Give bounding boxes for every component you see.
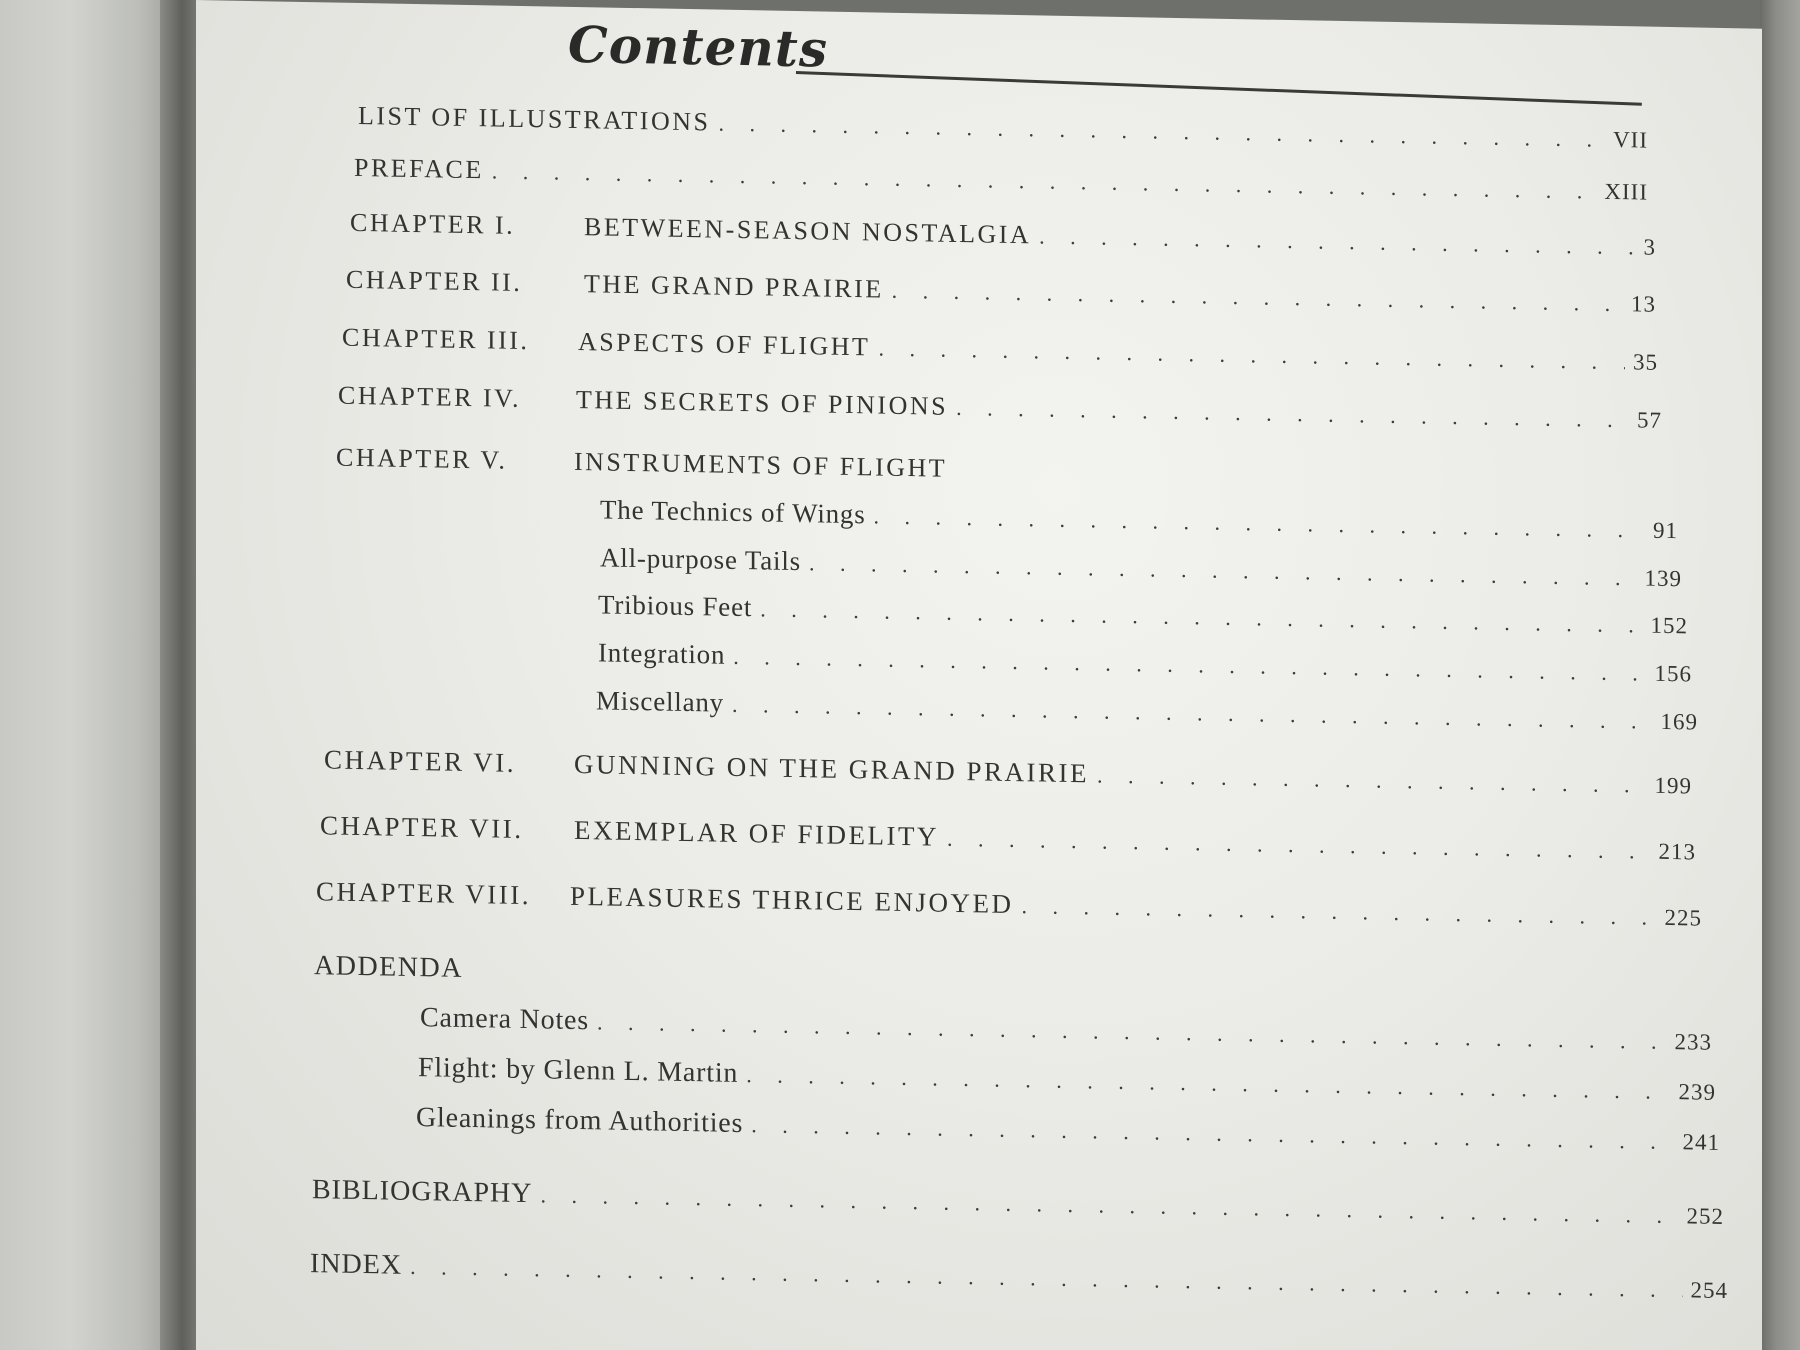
section-title: All-purpose Tails <box>600 542 801 577</box>
toc-entry-chapter-2[interactable] <box>346 265 1656 319</box>
dot-leader <box>760 596 1642 638</box>
toc-entry-addenda[interactable] <box>314 950 714 989</box>
page-title: Contents <box>568 14 829 79</box>
toc-entry-chapter-4[interactable] <box>338 381 1662 435</box>
dot-leader <box>540 1182 1678 1229</box>
chapter-label: CHAPTER V. <box>336 442 508 475</box>
contents-page <box>196 0 1762 1350</box>
page-number: 225 <box>1664 904 1702 931</box>
addenda-item-title: Flight: by Glenn L. Martin <box>418 1052 739 1089</box>
page-number: 199 <box>1654 772 1692 799</box>
section-title: Miscellany <box>596 685 724 718</box>
gutter-shadow <box>160 0 200 1350</box>
chapter-title: BETWEEN-SEASON NOSTALGIA <box>584 212 1032 250</box>
toc-section-tribious-feet[interactable] <box>598 589 1688 640</box>
toc-section-all-purpose-tails[interactable] <box>600 542 1682 593</box>
toc-addenda-camera-notes[interactable] <box>420 1002 1712 1058</box>
chapter-title: PLEASURES THRICE ENJOYED <box>570 880 1014 919</box>
chapter-title: INSTRUMENTS OF FLIGHT <box>574 446 948 483</box>
entry-title: PREFACE <box>354 152 484 185</box>
dot-leader <box>732 692 1653 735</box>
toc-entry-chapter-3[interactable] <box>342 323 1658 377</box>
toc-section-integration[interactable] <box>598 637 1692 688</box>
dot-leader <box>1022 893 1657 931</box>
dot-leader <box>746 1062 1670 1105</box>
chapter-label: CHAPTER VII. <box>320 810 524 845</box>
dot-leader <box>874 503 1645 543</box>
page-number: 3 <box>1643 234 1656 260</box>
page-number: 139 <box>1644 565 1682 592</box>
dot-leader <box>892 278 1623 317</box>
chapter-title: THE SECRETS OF PINIONS <box>576 384 949 421</box>
toc-entry-index[interactable] <box>310 1248 1728 1306</box>
toc-entry-chapter-1[interactable] <box>350 208 1656 262</box>
toc-entry-bibliography[interactable] <box>312 1174 1724 1232</box>
dot-leader <box>718 111 1605 153</box>
chapter-label: CHAPTER VI. <box>324 744 517 778</box>
section-title: Integration <box>598 637 726 670</box>
page-number: 91 <box>1653 517 1678 544</box>
page-number: 254 <box>1690 1277 1728 1304</box>
page-number: 252 <box>1686 1203 1724 1230</box>
chapter-label: CHAPTER II. <box>346 264 523 297</box>
toc-addenda-flight-glenn-martin[interactable] <box>418 1052 1716 1108</box>
dot-leader <box>956 395 1629 433</box>
dot-leader <box>492 158 1597 204</box>
page-number: VII <box>1613 126 1648 153</box>
page-number: 35 <box>1633 349 1658 375</box>
page-number: 169 <box>1660 708 1698 735</box>
contents-heading <box>568 15 1642 115</box>
page-number: 152 <box>1650 612 1688 639</box>
chapter-label: CHAPTER IV. <box>338 380 522 413</box>
right-cover-edge <box>1760 0 1800 1350</box>
addenda-title: ADDENDA <box>314 950 463 984</box>
entry-title: BIBLIOGRAPHY <box>312 1174 533 1210</box>
chapter-label: CHAPTER I. <box>350 207 516 240</box>
addenda-item-title: Camera Notes <box>420 1002 589 1037</box>
page-number: 57 <box>1637 407 1662 433</box>
toc-section-technics-of-wings[interactable] <box>600 494 1678 545</box>
entry-title: LIST OF ILLUSTRATIONS <box>358 100 711 137</box>
chapter-title: ASPECTS OF FLIGHT <box>578 327 871 362</box>
section-title: Tribious Feet <box>598 589 753 623</box>
left-cover-board <box>0 0 175 1350</box>
page-number: XIII <box>1604 178 1648 205</box>
addenda-item-title: Gleanings from Authorities <box>416 1102 744 1140</box>
page-number: 239 <box>1678 1079 1716 1105</box>
page-number: 156 <box>1654 660 1692 687</box>
dot-leader <box>410 1254 1682 1303</box>
dot-leader <box>1097 763 1647 799</box>
entry-title: INDEX <box>310 1248 403 1281</box>
dot-leader <box>878 336 1625 376</box>
dot-leader <box>751 1112 1674 1155</box>
dot-leader <box>733 644 1646 687</box>
chapter-label: CHAPTER III. <box>342 322 530 356</box>
chapter-title: EXEMPLAR OF FIDELITY <box>574 814 939 852</box>
toc-addenda-gleanings[interactable] <box>416 1102 1720 1158</box>
chapter-title: GUNNING ON THE GRAND PRAIRIE <box>574 748 1089 789</box>
dot-leader <box>809 550 1637 591</box>
section-title: The Technics of Wings <box>600 494 866 530</box>
dot-leader <box>597 1009 1667 1055</box>
page-number: 241 <box>1682 1129 1720 1155</box>
dot-leader <box>947 826 1651 865</box>
chapter-title: THE GRAND PRAIRIE <box>584 269 884 304</box>
toc-entry-preface[interactable] <box>354 153 1648 207</box>
heading-rule <box>796 71 1642 106</box>
page-number: 213 <box>1658 838 1696 865</box>
toc-entry-chapter-6[interactable] <box>324 744 1692 800</box>
chapter-label: CHAPTER VIII. <box>316 876 532 911</box>
toc-section-miscellany[interactable] <box>596 685 1698 736</box>
toc-entry-chapter-8[interactable] <box>316 876 1702 932</box>
dot-leader <box>1039 223 1635 260</box>
page-number: 233 <box>1674 1029 1712 1055</box>
toc-entry-chapter-7[interactable] <box>320 810 1696 866</box>
page-number: 13 <box>1631 291 1656 317</box>
toc-entry-chapter-5[interactable] <box>336 443 1666 497</box>
